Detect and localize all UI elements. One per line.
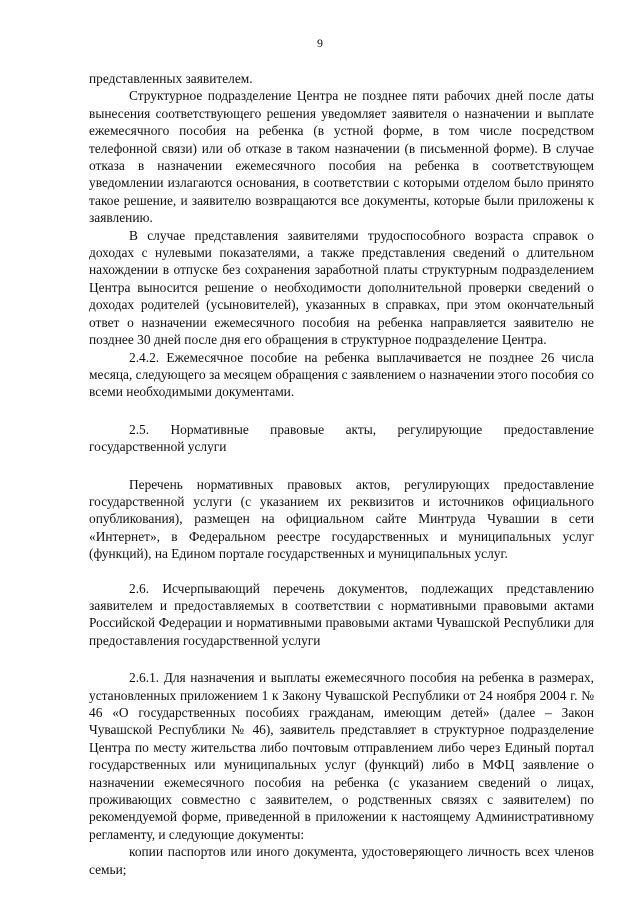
- section-heading-2-5: 2.5. Нормативные правовые акты, регулирующие предоставление государственной услуги: [89, 421, 594, 455]
- paragraph-notification: Структурное подразделение Центра не позднее пяти рабочих дней после даты вынесения соответствующего решения уведомляет заявителя о назначении и выплате ежемесячного пособия на ребенка (в устной форме, в том числе посредством телефонной связи) или об отказе в таком назначении (в письменной форме). В случае отказа в назначении ежемесячного пособия на ребенка в соответствующем уведомлении излагаются основания, в соответствии с которыми отделом было принято такое решение, и заявителю возвращаются все документы, которые были приложены к заявлению.: [89, 88, 594, 226]
- paragraph-2-4-2: 2.4.2. Ежемесячное пособие на ребенка выплачивается не позднее 26 числа месяца, следующего за месяцем обращения с заявлением о назначении этого пособия со всеми необходимыми документами.: [89, 349, 594, 400]
- paragraph-zero-income: В случае представления заявителями трудоспособного возраста справок о доходах с нулевыми показателями, а также представления сведений о длительном нахождении в отпуске без сохранения заработной платы структурным подразделением Центра выносится решение о необходимости дополнительной проверки сведений о доходах родителей (усыновителей), указанных в справках, при этом окончательный ответ о назначении ежемесячного пособия на ребенка направляется заявителю не позднее 30 дней после дня его обращения в структурное подразделение Центра.: [89, 227, 594, 348]
- section-heading-2-6: 2.6. Исчерпывающий перечень документов, подлежащих представлению заявителем и предоставляемых в соответствии с нормативными правовыми актами Российской Федерации и нормативными правовыми актами Чувашской Республики для предоставления государственной услуги: [89, 580, 594, 648]
- paragraph-legal-acts: Перечень нормативных правовых актов, регулирующих предоставление государственной услуги (с указанием их реквизитов и источников официального опубликования), размещен на официальном сайте Минтруда Чувашии в сети «Интернет», в Федеральном реестре государственных и муниципальных услуг (функций), на Едином портале государственных и муниципальных услуг.: [89, 476, 594, 562]
- paragraph-2-6-1: 2.6.1. Для назначения и выплаты ежемесячного пособия на ребенка в размерах, установленных приложением 1 к Закону Чувашской Республики от 24 ноября 2004 г. № 46 «О государственных пособиях гражданам, имеющим детей» (далее – Закон Чувашской Республики № 46), заявитель представляет в структурное подразделение Центра по месту жительства либо почтовым отправлением либо через Единый портал государственных или муниципальных услуг (функций) либо в МФЦ заявление о назначении ежемесячного пособия на ребенка (с указанием сведений о лицах, проживающих совместно с заявителем, о родственных связях с заявителем) по рекомендуемой форме, приведенной в приложении к настоящему Административному регламенту, и следующие документы:: [89, 670, 594, 842]
- list-item-passports: копии паспортов или иного документа, удостоверяющего личность всех членов семьи;: [89, 844, 594, 877]
- document-body: [89, 70, 594, 878]
- page-number: 9: [317, 36, 323, 50]
- paragraph-continuation: представленных заявителем.: [89, 71, 253, 86]
